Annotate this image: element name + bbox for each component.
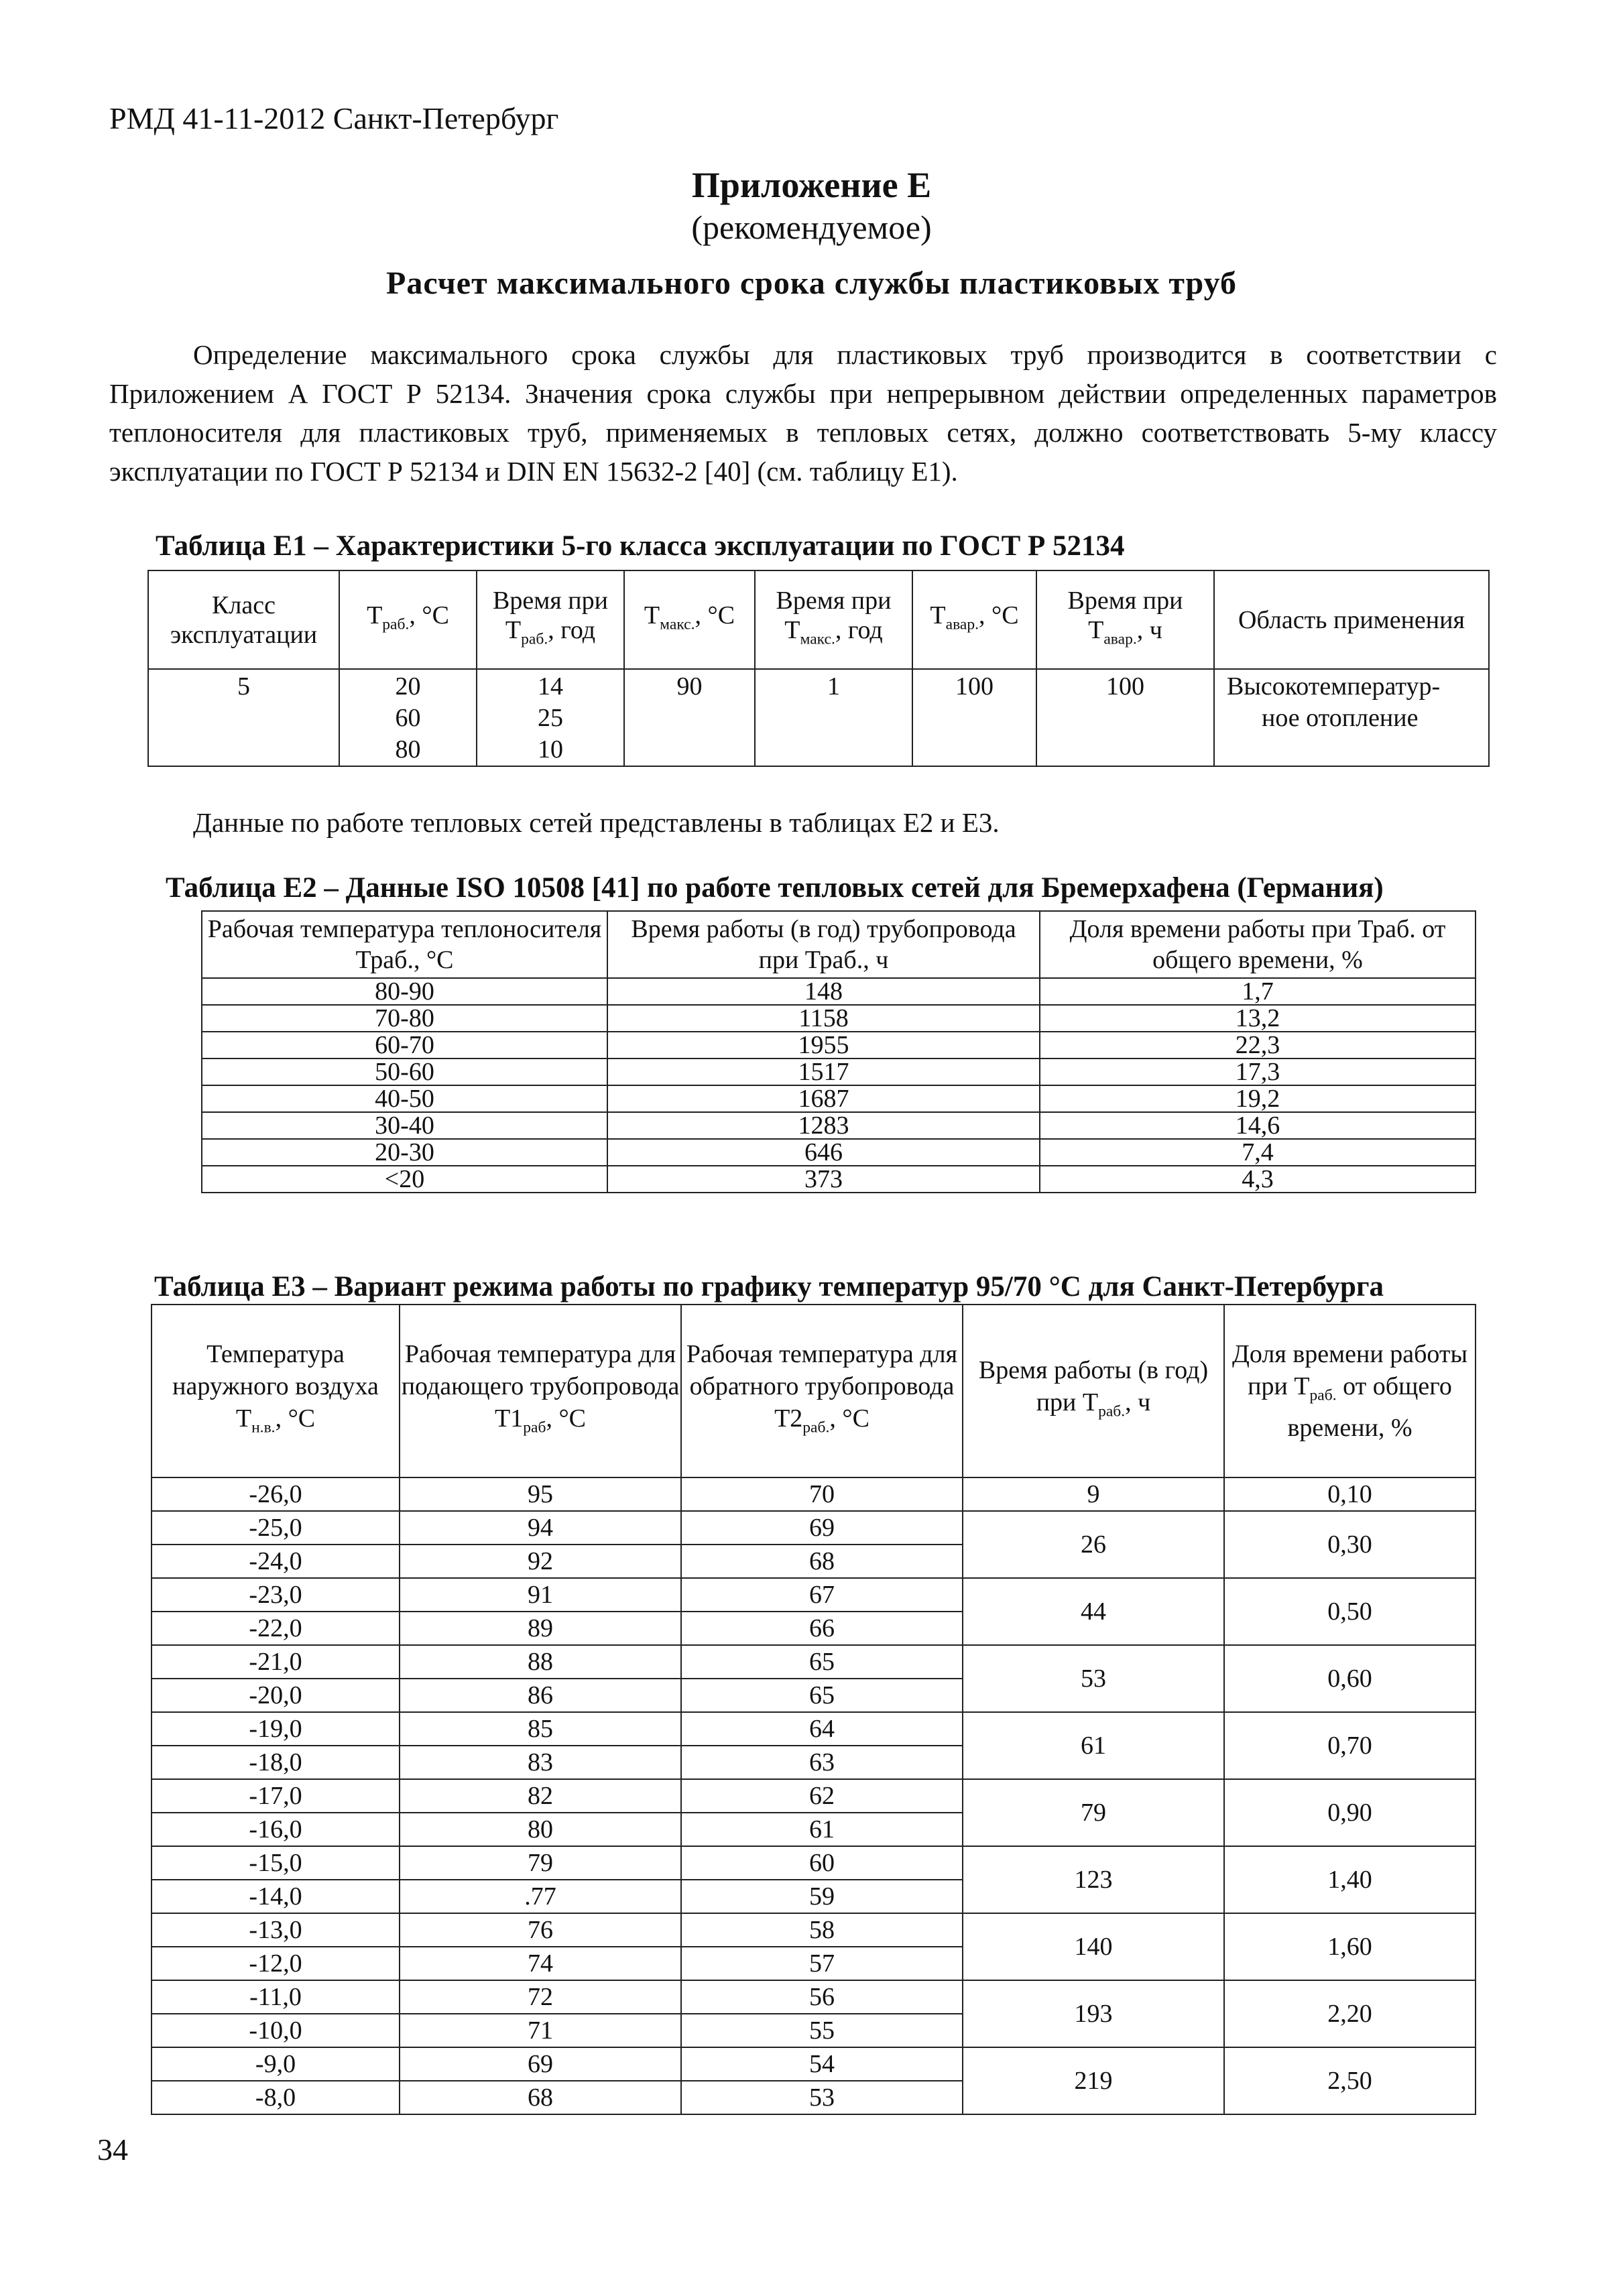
e3-cell-supply: 83 [400, 1746, 681, 1779]
appendix-title: Приложение Е [691, 165, 932, 205]
e3-cell-outdoor: -24,0 [152, 1545, 400, 1578]
e1-header-t-max: $Т_{макс.}$, °С [624, 570, 755, 669]
e3-cell-hours: 123 [963, 1846, 1224, 1913]
table-row [152, 1779, 1476, 1813]
e3-cell-return: 70 [681, 1477, 963, 1511]
e2-header-temperature: Рабочая температура теплоносителя Траб., °С [202, 911, 607, 978]
e3-cell-hours: 140 [963, 1913, 1224, 1980]
e2-cell-share: 19,2 [1040, 1085, 1476, 1112]
e2-cell-temperature: 30-40 [202, 1112, 607, 1139]
intro-text: Определение максимального срока службы для пластиковых труб производится в соответствии с Приложением А ГОСТ Р 52134. Значения срока службы при непрерывном действии определенных параметров теплоносителя для пластиковых труб, применяемых в тепловых сетях, должно соответствовать 5-му классу эксплуатации по ГОСТ Р 52134 и DIN EN 15632-2 [40] (см. таблицу Е1). [109, 339, 1497, 487]
e3-cell-return: 53 [681, 2081, 963, 2114]
e3-cell-return: 58 [681, 1913, 963, 1947]
e2-cell-temperature: 80-90 [202, 978, 607, 1005]
table-e3-header-row [152, 1305, 1476, 1477]
e1-cell-class: 5 [148, 669, 339, 766]
e2-cell-share: 22,3 [1040, 1032, 1476, 1059]
e3-cell-share: 0,30 [1224, 1511, 1476, 1578]
e3-cell-outdoor: -14,0 [152, 1880, 400, 1913]
table-e1-header-row [148, 570, 1489, 669]
e2-cell-hours: 148 [607, 978, 1040, 1005]
table-row [152, 1645, 1476, 1679]
e2-cell-hours: 646 [607, 1139, 1040, 1166]
table-e2 [201, 910, 1476, 1193]
e3-cell-hours: 61 [963, 1712, 1224, 1779]
e3-cell-share: 0,60 [1224, 1645, 1476, 1712]
e2-cell-temperature: 70-80 [202, 1005, 607, 1032]
table-row [152, 1980, 1476, 2014]
e2-header-share: Доля времени работы при Траб. от общего времени, % [1040, 911, 1476, 978]
e3-cell-share: 0,70 [1224, 1712, 1476, 1779]
e3-cell-return: 62 [681, 1779, 963, 1813]
e3-cell-outdoor: -20,0 [152, 1679, 400, 1712]
table-e1 [147, 570, 1490, 767]
e2-cell-temperature: <20 [202, 1166, 607, 1193]
e1-cell-t-avar: 100 [912, 669, 1036, 766]
e3-cell-outdoor: -13,0 [152, 1913, 400, 1947]
e2-cell-share: 4,3 [1040, 1166, 1476, 1193]
e3-cell-supply: 71 [400, 2014, 681, 2047]
e3-cell-outdoor: -16,0 [152, 1813, 400, 1846]
table-row [202, 1139, 1476, 1166]
e3-cell-supply: 79 [400, 1846, 681, 1880]
e3-cell-supply: 88 [400, 1645, 681, 1679]
e2-cell-hours: 1687 [607, 1085, 1040, 1112]
table-row [152, 1846, 1476, 1880]
table-e3-caption: Таблица Е3 – Вариант режима работы по графику температур 95/70 °С для Санкт-Петербурга [154, 1271, 1384, 1303]
e2-header-hours: Время работы (в год) трубопровода при Траб., ч [607, 911, 1040, 978]
e3-header-outdoor: Температура наружного воздуха $Т_{н.в.}$, °С [152, 1305, 400, 1477]
e1-header-class: Класс эксплуатации [148, 570, 339, 669]
table-row [152, 1578, 1476, 1612]
e3-cell-return: 65 [681, 1645, 963, 1679]
e3-cell-supply: 94 [400, 1511, 681, 1545]
e3-cell-outdoor: -22,0 [152, 1612, 400, 1645]
e3-cell-supply: 95 [400, 1477, 681, 1511]
e3-cell-hours: 79 [963, 1779, 1224, 1846]
table-row [202, 1032, 1476, 1059]
e3-cell-supply: 82 [400, 1779, 681, 1813]
e3-cell-share: 2,20 [1224, 1980, 1476, 2047]
e2-cell-share: 1,7 [1040, 978, 1476, 1005]
e3-cell-return: 56 [681, 1980, 963, 2014]
e2-cell-share: 14,6 [1040, 1112, 1476, 1139]
e2-cell-hours: 1955 [607, 1032, 1040, 1059]
e3-cell-supply: 91 [400, 1578, 681, 1612]
document-header: РМД 41-11-2012 Санкт-Петербург [109, 101, 559, 135]
e3-cell-supply: 80 [400, 1813, 681, 1846]
e1-cell-area: Высокотемператур- ное отопление [1214, 669, 1489, 766]
table-row [148, 669, 1489, 766]
e3-cell-return: 65 [681, 1679, 963, 1712]
table-row [152, 1511, 1476, 1545]
e3-cell-supply: 86 [400, 1679, 681, 1712]
e3-cell-share: 1,60 [1224, 1913, 1476, 1980]
e2-cell-temperature: 20-30 [202, 1139, 607, 1166]
e3-cell-supply: 72 [400, 1980, 681, 2014]
e3-cell-supply: 92 [400, 1545, 681, 1578]
e3-cell-supply: 89 [400, 1612, 681, 1645]
e3-cell-return: 67 [681, 1578, 963, 1612]
table-row [202, 1112, 1476, 1139]
e2-cell-share: 7,4 [1040, 1139, 1476, 1166]
e3-cell-outdoor: -12,0 [152, 1947, 400, 1980]
e1-header-time-avar: Время при $Т_{авар.}$, ч [1036, 570, 1214, 669]
e3-cell-share: 0,50 [1224, 1578, 1476, 1645]
e3-cell-hours: 193 [963, 1980, 1224, 2047]
table-row [202, 1059, 1476, 1085]
e3-cell-return: 54 [681, 2047, 963, 2081]
e3-cell-return: 55 [681, 2014, 963, 2047]
e1-cell-t-rab: 20 60 80 [339, 669, 477, 766]
e1-header-time-max: Время при $Т_{макс.}$, год [755, 570, 912, 669]
page-number: 34 [97, 2132, 128, 2167]
e3-cell-share: 1,40 [1224, 1846, 1476, 1913]
e3-header-return: Рабочая температура для обратного трубопровода $Т2_{раб.}$, °С [681, 1305, 963, 1477]
e2-cell-share: 17,3 [1040, 1059, 1476, 1085]
e3-cell-outdoor: -10,0 [152, 2014, 400, 2047]
e2-cell-hours: 1517 [607, 1059, 1040, 1085]
e3-cell-supply: 69 [400, 2047, 681, 2081]
e3-cell-hours: 26 [963, 1511, 1224, 1578]
table-e3 [151, 1304, 1476, 2115]
e3-cell-outdoor: -9,0 [152, 2047, 400, 2081]
e3-cell-outdoor: -17,0 [152, 1779, 400, 1813]
e3-header-hours: Время работы (в год) при $Т_{раб.}$, ч [963, 1305, 1224, 1477]
table-row [152, 1712, 1476, 1746]
e2-cell-temperature: 50-60 [202, 1059, 607, 1085]
e2-cell-hours: 373 [607, 1166, 1040, 1193]
e1-header-area: Область применения [1214, 570, 1489, 669]
table-e1-caption: Таблица Е1 – Характеристики 5-го класса эксплуатации по ГОСТ Р 52134 [156, 530, 1125, 562]
e1-cell-t-max: 90 [624, 669, 755, 766]
e3-header-supply: Рабочая температура для подающего трубопровода $Т1_{раб}$, °С [400, 1305, 681, 1477]
e3-cell-hours: 219 [963, 2047, 1224, 2114]
e3-cell-return: 59 [681, 1880, 963, 1913]
e3-cell-supply: 74 [400, 1947, 681, 1980]
table-row [152, 1477, 1476, 1511]
table-row [202, 1085, 1476, 1112]
e2-cell-temperature: 60-70 [202, 1032, 607, 1059]
e3-cell-share: 0,90 [1224, 1779, 1476, 1846]
e3-cell-outdoor: -21,0 [152, 1645, 400, 1679]
e3-cell-outdoor: -11,0 [152, 1980, 400, 2014]
e3-cell-hours: 53 [963, 1645, 1224, 1712]
e3-cell-supply: .77 [400, 1880, 681, 1913]
e1-header-t-rab: $Т_{раб.}$, °С [339, 570, 477, 669]
e1-cell-time-rab: 14 25 10 [477, 669, 624, 766]
e3-cell-outdoor: -19,0 [152, 1712, 400, 1746]
e3-header-share: Доля времени работы при $Т_{раб.}$ от общего времени, % [1224, 1305, 1476, 1477]
e3-cell-return: 63 [681, 1746, 963, 1779]
appendix-subtitle: (рекомендуемое) [691, 208, 932, 246]
e3-cell-outdoor: -25,0 [152, 1511, 400, 1545]
e3-cell-outdoor: -8,0 [152, 2081, 400, 2114]
e1-cell-time-max: 1 [755, 669, 912, 766]
e3-cell-supply: 76 [400, 1913, 681, 1947]
e3-cell-supply: 68 [400, 2081, 681, 2114]
e3-cell-outdoor: -15,0 [152, 1846, 400, 1880]
e2-cell-hours: 1158 [607, 1005, 1040, 1032]
intro-paragraph [109, 335, 1497, 491]
e3-cell-return: 57 [681, 1947, 963, 1980]
appendix-heading: Расчет максимального срока службы пластиковых труб [386, 265, 1237, 301]
e3-cell-share: 2,50 [1224, 2047, 1476, 2114]
table-e2-caption: Таблица Е2 – Данные ISO 10508 [41] по работе тепловых сетей для Бремерхафена (Германия) [166, 872, 1384, 904]
e1-header-t-avar: $Т_{авар.}$, °С [912, 570, 1036, 669]
table-row [202, 1005, 1476, 1032]
e3-cell-outdoor: -23,0 [152, 1578, 400, 1612]
e3-cell-hours: 9 [963, 1477, 1224, 1511]
e3-cell-return: 66 [681, 1612, 963, 1645]
between-text: Данные по работе тепловых сетей представлены в таблицах Е2 и Е3. [193, 807, 1000, 838]
table-e2-header-row [202, 911, 1476, 978]
e1-cell-time-avar: 100 [1036, 669, 1214, 766]
e3-cell-outdoor: -26,0 [152, 1477, 400, 1511]
e3-cell-outdoor: -18,0 [152, 1746, 400, 1779]
table-e3-body [152, 1477, 1476, 2114]
e3-cell-return: 61 [681, 1813, 963, 1846]
e3-cell-hours: 44 [963, 1578, 1224, 1645]
e2-cell-hours: 1283 [607, 1112, 1040, 1139]
e3-cell-return: 64 [681, 1712, 963, 1746]
e3-cell-return: 69 [681, 1511, 963, 1545]
e2-cell-temperature: 40-50 [202, 1085, 607, 1112]
e1-header-time-rab: Время при $Т_{раб.}$, год [477, 570, 624, 669]
table-row [202, 1166, 1476, 1193]
table-row [152, 2047, 1476, 2081]
table-row [202, 978, 1476, 1005]
e2-cell-share: 13,2 [1040, 1005, 1476, 1032]
e3-cell-return: 60 [681, 1846, 963, 1880]
e3-cell-share: 0,10 [1224, 1477, 1476, 1511]
table-e2-body [202, 978, 1476, 1193]
table-row [152, 1913, 1476, 1947]
e3-cell-supply: 85 [400, 1712, 681, 1746]
e3-cell-return: 68 [681, 1545, 963, 1578]
